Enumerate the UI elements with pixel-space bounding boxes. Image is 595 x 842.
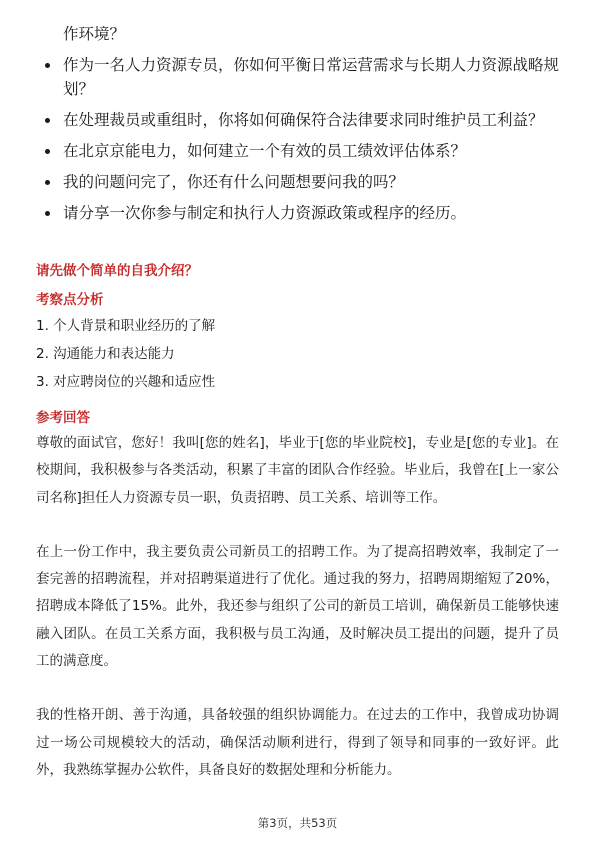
list-item: 请分享一次你参与制定和执行人力资源政策或程序的经历。: [45, 201, 560, 225]
list-item: 作为一名人力资源专员，你如何平衡日常运营需求与长期人力资源战略规划？: [45, 53, 560, 101]
analysis-item: 2. 沟通能力和表达能力: [36, 346, 175, 362]
bullet-dot-icon: [45, 63, 50, 68]
answer-paragraph: 在上一份工作中，我主要负责公司新员工的招聘工作。为了提高招聘效率，我制定了一套完善的招聘流程，并对招聘渠道进行了优化。通过我的努力，招聘周期缩短了20%，招聘成本降低了15%。此外，我还参与组织了公司的新员工培训，确保新员工能够快速融入团队。在员工关系方面，我积极与员工沟通，及时解决员工提出的问题，提升了员工的满意度。: [36, 543, 559, 670]
answer-paragraph: 尊敬的面试官，您好！我叫[您的姓名]，毕业于[您的毕业院校]，专业是[您的专业]。在校期间，我积极参与各类活动，积累了丰富的团队合作经验。毕业后，我曾在[上一家公司名称]担任人力资源专员一职，负责招聘、员工关系、培训等工作。: [36, 435, 559, 506]
list-item: 我的问题问完了，你还有什么问题想要问我的吗？: [45, 170, 560, 194]
list-item: 在处理裁员或重组时，你将如何确保符合法律要求同时维护员工利益？: [45, 108, 560, 132]
page-number: 第3页，共53页: [257, 816, 338, 830]
list-item: 在北京京能电力，如何建立一个有效的员工绩效评估体系？: [45, 139, 560, 163]
question-list: [45, 22, 560, 232]
bullet-dot-icon: [45, 118, 50, 123]
list-item-continuation: 作环境？: [63, 25, 126, 43]
bullet-dot-icon: [45, 180, 50, 185]
answer-paragraph: 我的性格开朗、善于沟通，具备较强的组织协调能力。在过去的工作中，我曾成功协调过一场公司规模较大的活动，确保活动顺利进行，得到了领导和同事的一致好评。此外，我熟练掌握办公软件，具备良好的数据处理和分析能力。: [36, 707, 559, 778]
analysis-item: 1. 个人背景和职业经历的了解: [36, 318, 216, 334]
bullet-dot-icon: [45, 149, 50, 154]
answer-body: [36, 430, 559, 811]
bullet-dot-icon: [45, 211, 50, 216]
analysis-item: 3. 对应聘岗位的兴趣和适应性: [36, 374, 216, 390]
analysis-heading: 考察点分析: [36, 292, 104, 308]
question-title: 请先做个简单的自我介绍？: [36, 263, 198, 279]
answer-heading: 参考回答: [36, 410, 90, 426]
analysis-list: [36, 312, 556, 396]
